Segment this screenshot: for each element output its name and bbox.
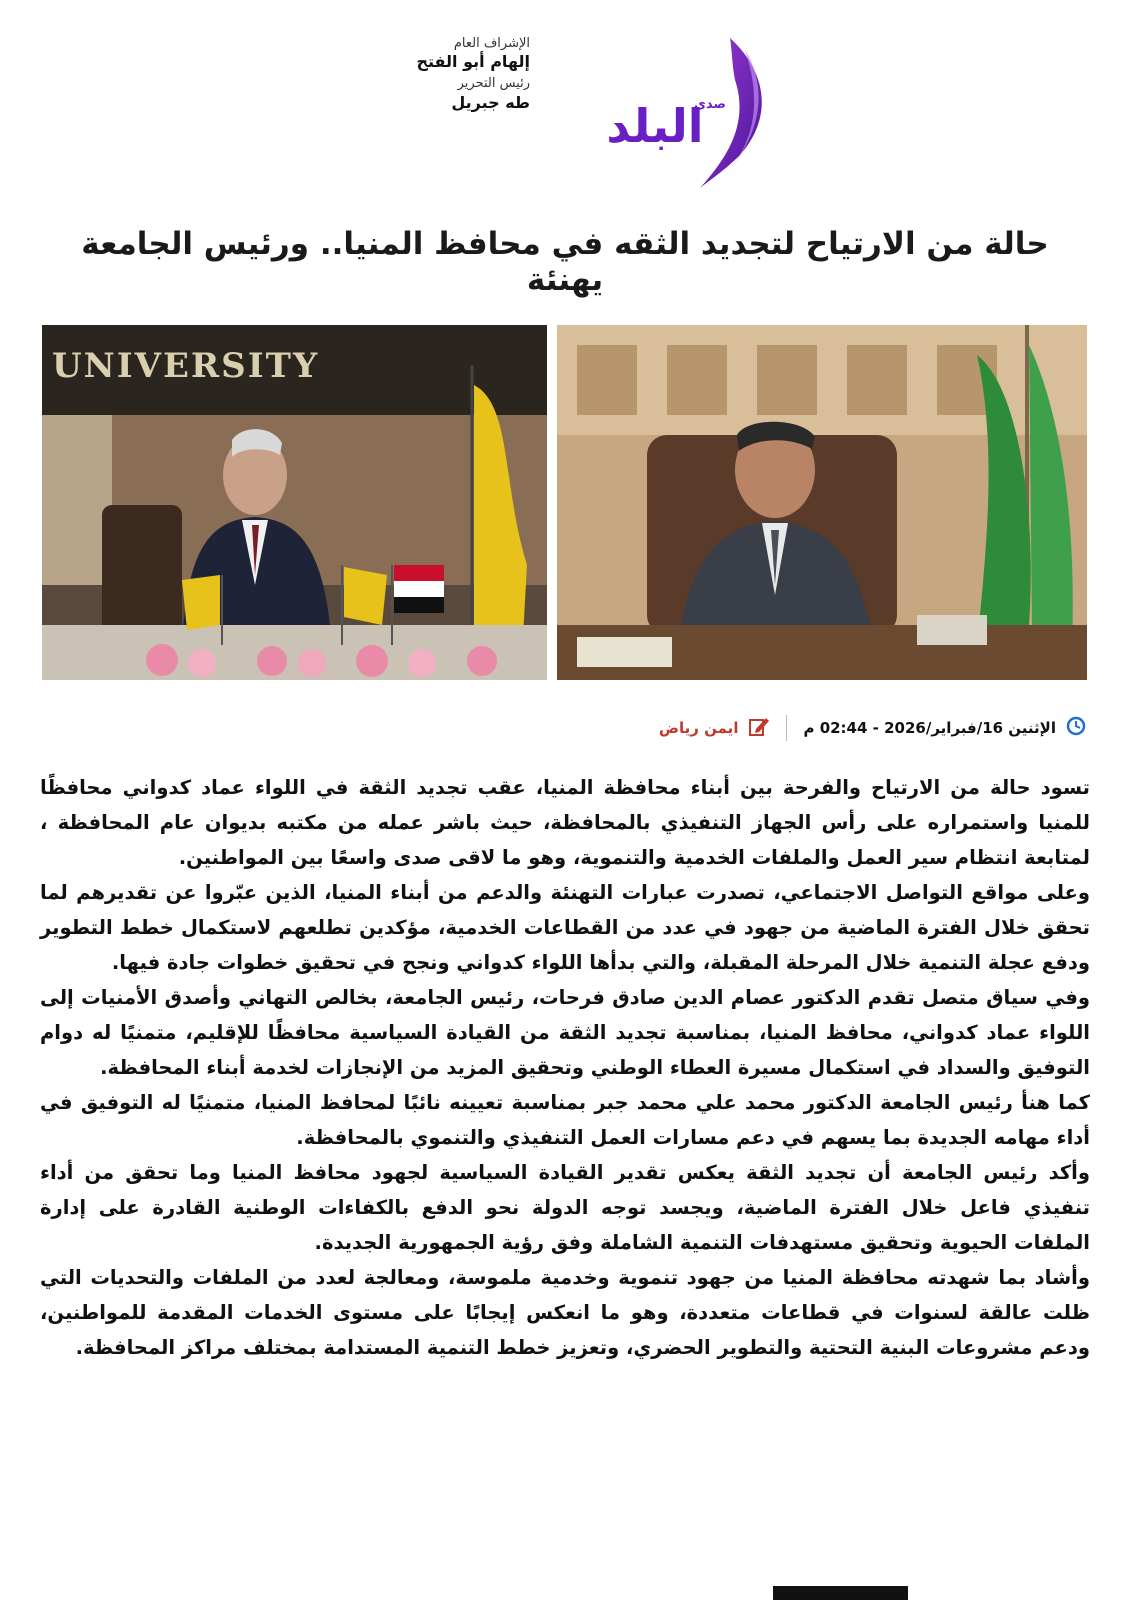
photo-governor [557,325,1087,680]
editor-name: طه جبريل [451,92,530,112]
supervisor-name: إلهام أبو الفتح [416,52,530,72]
article-paragraph-2: وعلى مواقع التواصل الاجتماعي، تصدرت عبارات التهنئة والدعم من أبناء المنيا، الذين عبّروا عن تقديرهم لما تحقق خلال الفترة الماضية من جهود في عدد من القطاعات الخدمية، مؤكدين تطلعهم لاستكمال خطط التطوير ودفع عجلة التنمية خلال المرحلة المقبلة، والتي بدأها اللواء كدواني ونجح في تحقيق خطوات جادة فيها. [40,881,1090,974]
masthead [360,30,820,200]
article-paragraph-3: وفي سياق متصل تقدم الدكتور عصام الدين صادق فرحات، رئيس الجامعة، بخالص التهاني وأصدق الأمنيات إلى اللواء عماد كدواني، محافظ المنيا، بمناسبة تجديد الثقة من القيادة السياسية محافظًا للإقليم، متمنيًا له دوام التوفيق والسداد في استكمال مسيرة العطاء الوطني وتحقيق المزيد من الإنجازات لخدمة أبناء المحافظة. [40,986,1090,1079]
article-photos [42,325,1087,680]
page-corner-block [773,1586,908,1600]
clock-icon [1066,716,1086,740]
article-meta [436,713,1086,743]
article-paragraph-4: كما هنأ رئيس الجامعة الدكتور محمد علي محمد جبر بمناسبة تعيينه نائبًا لمحافظ المنيا، متمنيًا له التوفيق في أداء مهامه الجديدة بما يسهم في دعم مسارات العمل التنفيذي والتنموي بالمحافظة. [40,1091,1090,1149]
article-paragraph-1: تسود حالة من الارتياح والفرحة بين أبناء محافظة المنيا، عقب تجديد الثقة في اللواء عماد كدواني محافظًا للمنيا واستمراره على رأس الجهاز التنفيذي بالمحافظة، حيث باشر عمله من مكتبه بديوان عام المحافظة ، لمتابعة انتظام سير العمل والملفات الخدمية والتنموية، وهو ما لاقى صدى واسعًا بين المواطنين. [40,776,1090,869]
sada-elbalad-logo [560,30,800,190]
logo-small-text: صدى [694,97,726,112]
article-date: الإثنين 16/فبراير/2026 - 02:44 م [803,719,1056,737]
article-headline: حالة من الارتياح لتجديد الثقه في محافظ المنيا.. ورئيس الجامعة يهنئة [81,226,1049,298]
photo-university-president [42,325,547,680]
editor-title: رئيس التحرير [457,76,530,92]
university-sign-text: UNIVERSITY [52,346,320,386]
article-body [40,770,1090,1365]
meta-separator [786,715,787,741]
article-paragraph-6: وأشاد بما شهدته محافظة المنيا من جهود تنموية وخدمية ملموسة، ومعالجة لعدد من الملفات والتحديات التي ظلت عالقة لسنوات في قطاعات متعددة، وهو ما انعكس إيجابًا على مستوى الخدمات المقدمة للمواطنين، ودعم مشروعات البنية التحتية والتطوير الحضري، وتعزيز خطط التنمية المستدامة بمختلف مراكز المحافظة. [40,1266,1090,1359]
logo-main-text: البلد [606,99,704,153]
editorial-credits [360,36,530,117]
article-paragraph-5: وأكد رئيس الجامعة أن تجديد الثقة يعكس تقدير القيادة السياسية لجهود محافظ المنيا وما تحقق من أداء تنفيذي فاعل خلال الفترة الماضية، ويجسد توجه الدولة نحو الدفع بالكفاءات الوطنية القادرة على إدارة الملفات الحيوية وتحقيق مستهدفات التنمية الشاملة وفق رؤية الجمهورية الجديدة. [40,1161,1090,1254]
article-author: ايمن رياض [658,719,739,737]
pen-icon [748,715,770,741]
supervision-title: الإشراف العام [453,36,530,51]
